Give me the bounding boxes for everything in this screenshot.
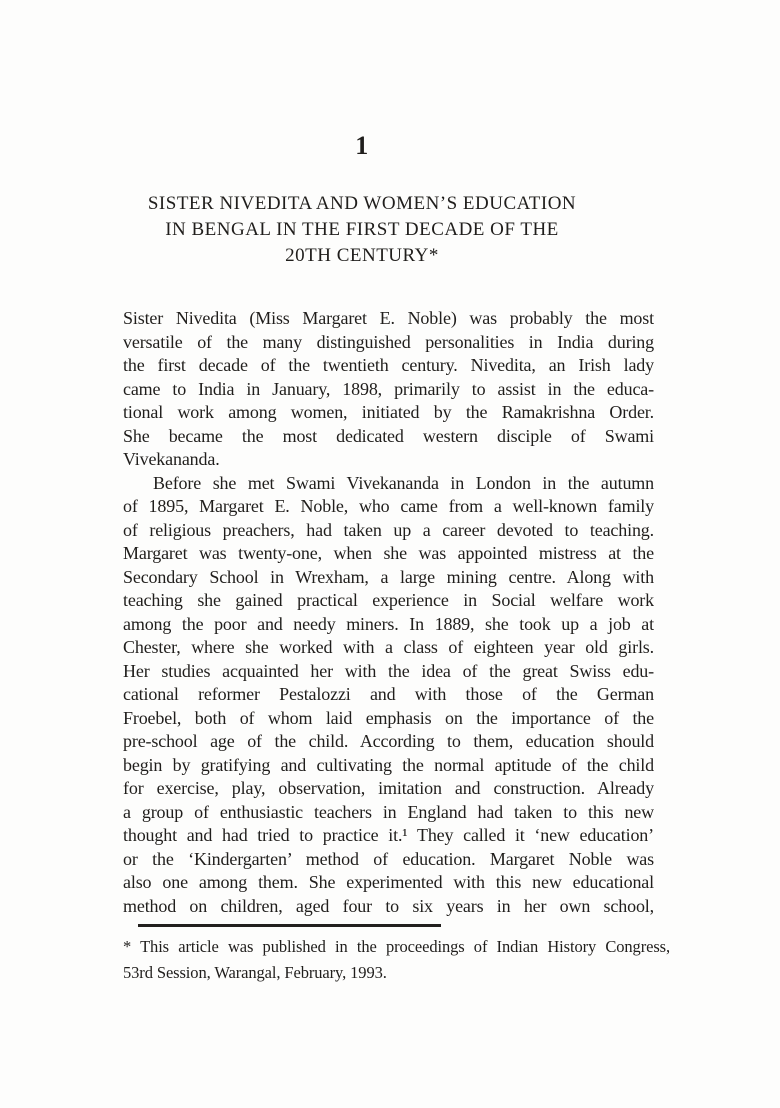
text-line: versatile of the many distinguished personalities in India during bbox=[123, 331, 654, 352]
paragraph-1 bbox=[123, 307, 654, 472]
text-line: Margaret was twenty-one, when she was appointed mistress at the bbox=[123, 543, 654, 563]
chapter-title-line: 20TH CENTURY* bbox=[285, 245, 439, 266]
chapter-title bbox=[96, 191, 628, 269]
text-line: tional work among women, initiated by the Ramakrishna Order. bbox=[123, 402, 654, 422]
text-line: for exercise, play, observation, imitation and construction. Already bbox=[123, 778, 654, 798]
body-text bbox=[123, 307, 654, 918]
text-line: of 1895, Margaret E. Noble, who came from a well-known family bbox=[123, 496, 654, 516]
text-line: the first decade of the twentieth century. Nivedita, an Irish lady bbox=[123, 355, 654, 375]
text-line: among the poor and needy miners. In 1889, she took up a job at bbox=[123, 613, 654, 634]
footnote bbox=[123, 934, 670, 985]
text-line: Vivekananda. bbox=[123, 449, 220, 469]
text-line: Her studies acquainted her with the idea of the great Swiss edu- bbox=[123, 660, 654, 681]
text-line: or the ‘Kindergarten’ method of education. Margaret Noble was bbox=[123, 848, 654, 869]
footnote-line: 53rd Session, Warangal, February, 1993. bbox=[123, 962, 387, 982]
text-line: begin by gratifying and cultivating the normal aptitude of the child bbox=[123, 754, 654, 775]
text-line: cational reformer Pestalozzi and with those of the German bbox=[123, 684, 654, 704]
page-number: 1 bbox=[355, 131, 369, 160]
text-line: pre-school age of the child. According to them, education should bbox=[123, 731, 654, 751]
text-line: of religious preachers, had taken up a career devoted to teaching. bbox=[123, 519, 654, 540]
text-line: Before she met Swami Vivekananda in London in the autumn bbox=[153, 472, 654, 493]
footnote-rule bbox=[138, 924, 441, 927]
chapter-title-line: IN BENGAL IN THE FIRST DECADE OF THE bbox=[165, 219, 559, 240]
text-line: thought and had tried to practice it.¹ They called it ‘new education’ bbox=[123, 825, 654, 845]
footnote-line: * This article was published in the proceedings of Indian History Congress, bbox=[123, 937, 670, 956]
text-line: Secondary School in Wrexham, a large mining centre. Along with bbox=[123, 566, 654, 587]
text-line: Chester, where she worked with a class of eighteen year old girls. bbox=[123, 637, 654, 657]
text-line: method on children, aged four to six years in her own school, bbox=[123, 895, 654, 916]
text-line: came to India in January, 1898, primarily to assist in the educa- bbox=[123, 378, 654, 399]
text-line: She became the most dedicated western disciple of Swami bbox=[123, 425, 654, 446]
paragraph-2 bbox=[123, 472, 654, 919]
chapter-title-line: SISTER NIVEDITA AND WOMEN’S EDUCATION bbox=[147, 193, 577, 214]
text-line: teaching she gained practical experience in Social welfare work bbox=[123, 590, 654, 610]
text-line: Froebel, both of whom laid emphasis on the importance of the bbox=[123, 707, 654, 728]
text-line: also one among them. She experimented with this new educational bbox=[123, 872, 654, 892]
text-line: a group of enthusiastic teachers in England had taken to this new bbox=[123, 801, 654, 822]
text-line: Sister Nivedita (Miss Margaret E. Noble) was probably the most bbox=[123, 308, 654, 328]
